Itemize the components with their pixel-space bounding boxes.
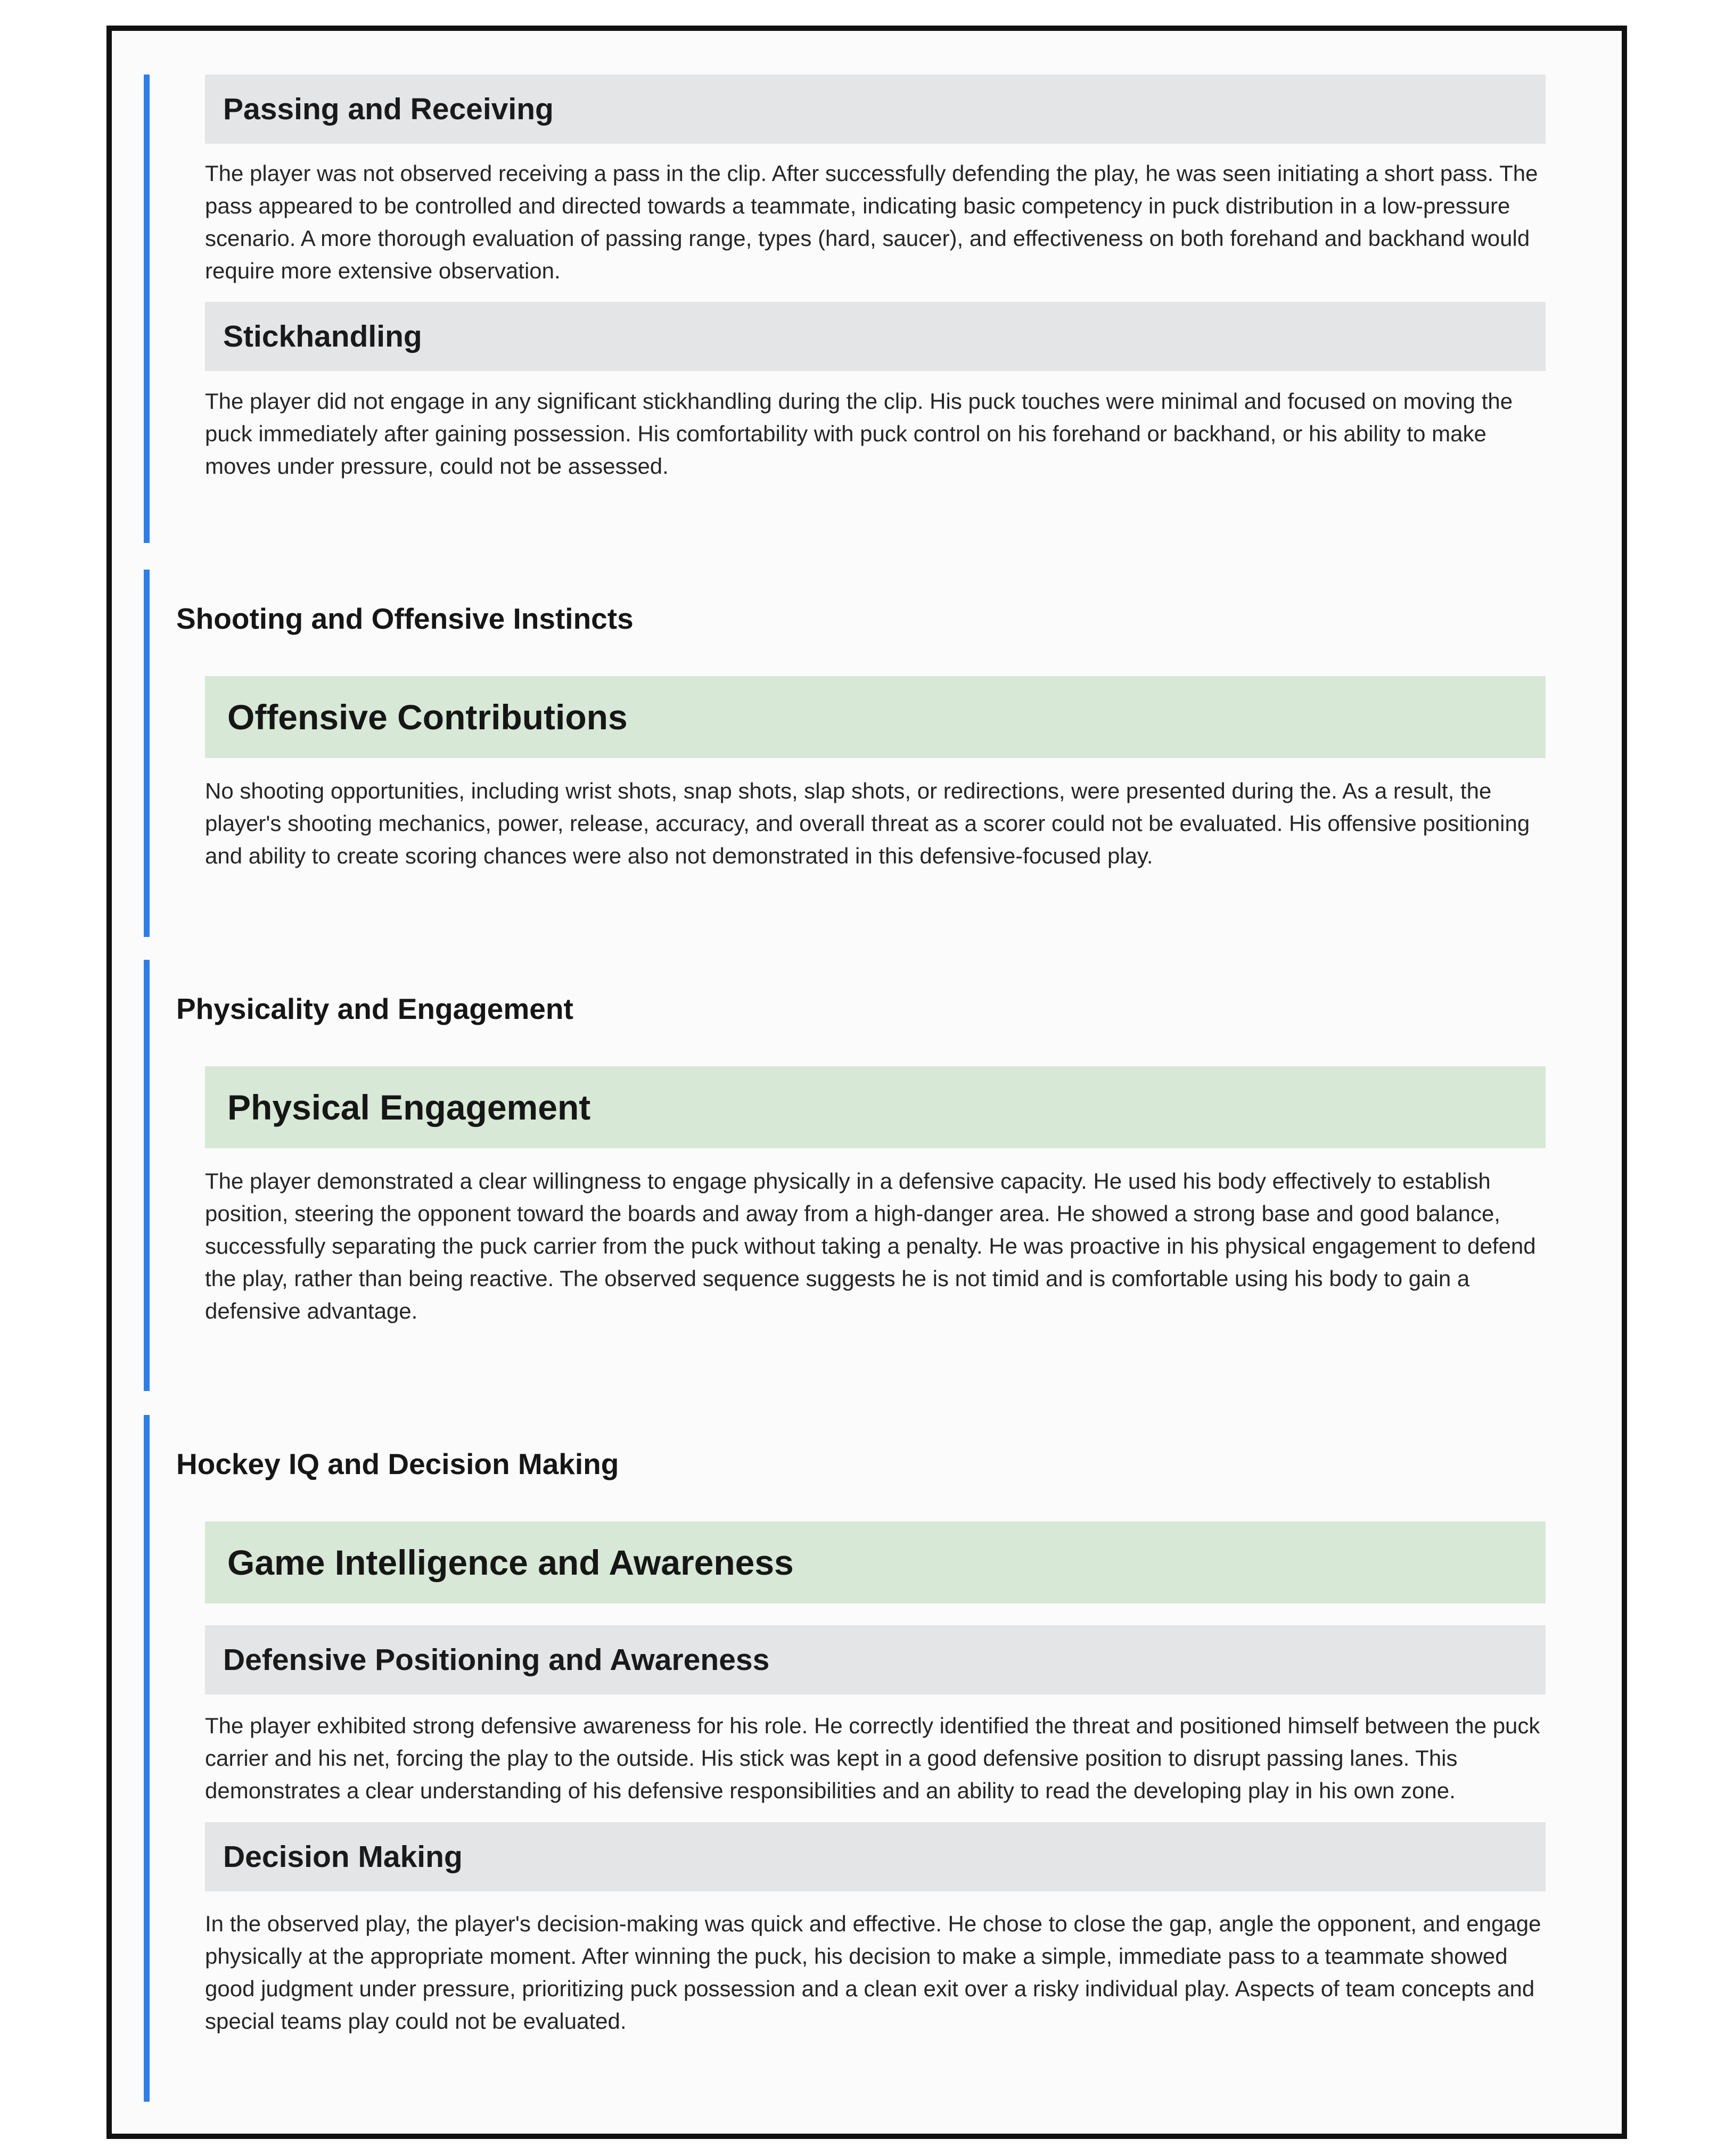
section-physicality [144,960,1581,1391]
defensive-positioning-header [205,1625,1546,1694]
defensive-positioning-title: Defensive Positioning and Awareness [223,1643,770,1677]
section-passing-stickhandling [144,75,1581,543]
hockey-iq-section-heading: Hockey IQ and Decision Making [176,1447,619,1480]
decision-making-title: Decision Making [223,1840,463,1874]
physical-engagement-title: Physical Engagement [227,1088,591,1127]
shooting-section-heading: Shooting and Offensive Instincts [176,602,634,635]
defensive-positioning-text: The player exhibited strong defensive awareness for his role. He correctly identified the threat and positioned himself between the puck carrier and his net, forcing the play to the outside. His stick was kept in a good defensive position to disrupt passing lanes. This demonstrates a clear understanding of his defensive responsibilities and an ability to read the developing play in his own zone. [205,1713,1540,1803]
decision-making-text: In the observed play, the player's decision-making was quick and effective. He chose to close the gap, angle the opponent, and engage physically at the appropriate moment. After winning the puck, his decision to make a simple, immediate pass to a teammate showed good judgment under pressure, prioritizing puck possession and a clean exit over a risky individual play. Aspects of team concepts and special teams play could not be evaluated. [205,1911,1541,2034]
passing-receiving-header [205,75,1546,144]
section-hockey-iq [144,1415,1581,2102]
physical-engagement-header [205,1066,1546,1148]
section-shooting [144,570,1581,937]
stickhandling-title: Stickhandling [223,319,422,353]
game-intelligence-title: Game Intelligence and Awareness [227,1543,794,1582]
offensive-contributions-title: Offensive Contributions [227,697,628,737]
physicality-section-heading: Physicality and Engagement [176,992,573,1025]
report-page [106,26,1627,2139]
game-intelligence-header [205,1521,1546,1603]
stickhandling-header [205,302,1546,371]
passing-receiving-title: Passing and Receiving [223,92,554,126]
offensive-contributions-text: No shooting opportunities, including wrist shots, snap shots, slap shots, or redirections, were presented during the. As a result, the player's shooting mechanics, power, release, accuracy, and overall threat as a scorer could not be evaluated. His offensive positioning and ability to create scoring chances were also not demonstrated in this defensive-focused play. [205,778,1530,868]
decision-making-header [205,1822,1546,1891]
passing-receiving-text: The player was not observed receiving a pass in the clip. After successfully defending the play, he was seen initiating a short pass. The pass appeared to be controlled and directed towards a teammate, indicating basic competency in puck distribution in a low-pressure scenario. A more thorough evaluation of passing range, types (hard, saucer), and effectiveness on both forehand and backhand would require more extensive observation. [205,161,1538,283]
offensive-contributions-header [205,676,1546,758]
stickhandling-text: The player did not engage in any significant stickhandling during the clip. His puck touches were minimal and focused on moving the puck immediately after gaining possession. His comfortability with puck control on his forehand or backhand, or his ability to make moves under pressure, could not be assessed. [205,389,1513,479]
physical-engagement-text: The player demonstrated a clear willingness to engage physically in a defensive capacity. He used his body effectively to establish position, steering the opponent toward the boards and away from a high-danger area. He showed a strong base and good balance, successfully separating the puck carrier from the puck without taking a penalty. He was proactive in his physical engagement to defend the play, rather than being reactive. The observed sequence suggests he is not timid and is comfortable using his body to gain a defensive advantage. [205,1168,1536,1323]
